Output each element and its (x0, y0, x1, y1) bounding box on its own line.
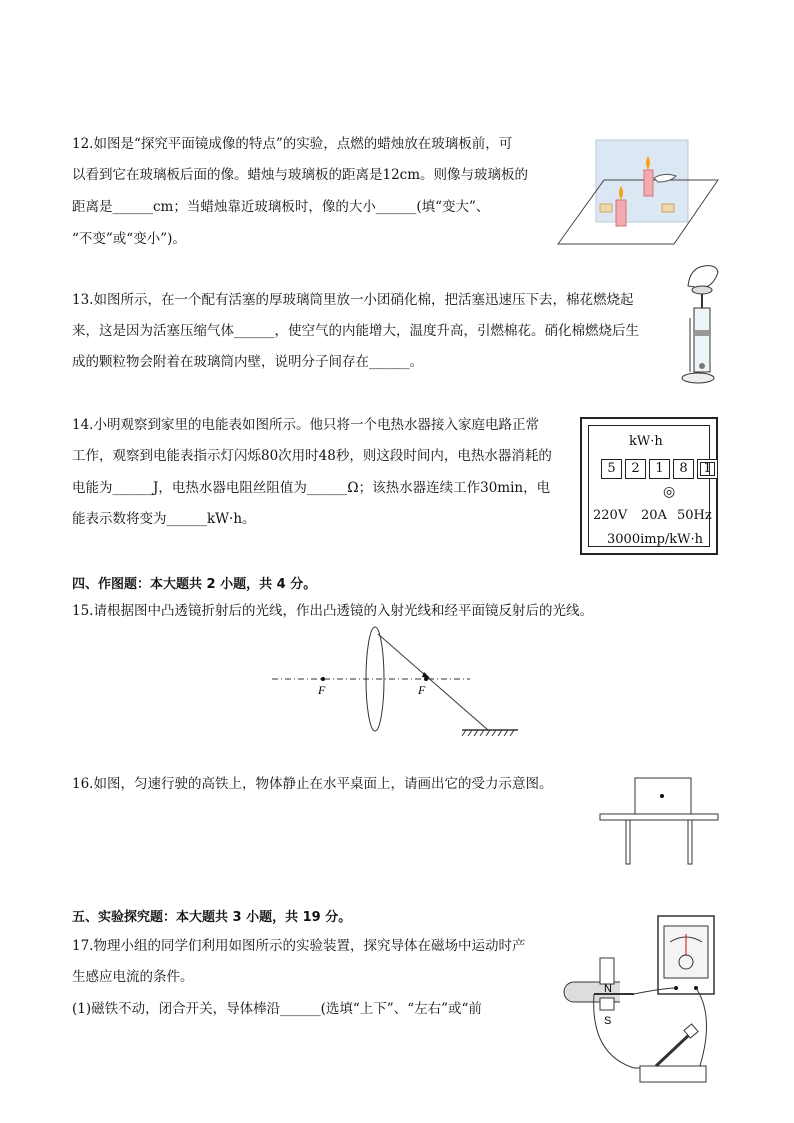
table-leg-right (688, 820, 692, 864)
candle-front (616, 200, 626, 226)
switch-base (640, 1066, 706, 1082)
wire-right (696, 988, 707, 1072)
q13-line2: 来，这是因为活塞压缩气体______，使空气的内能增大，温度升高，引燃棉花。硝化棉燃烧后生 (72, 323, 639, 339)
meter-face (588, 425, 710, 547)
piston-cylinder-figure (676, 258, 720, 388)
q12-line2: 以看到它在玻璃板后面的像。蜡烛与玻璃板的距离是12cm。则像与玻璃板的 (72, 167, 529, 183)
energy-meter (580, 417, 718, 555)
q16-text: 16.如图，匀速行驶的高铁上，物体静止在水平桌面上，请画出它的受力示意图。 (72, 776, 553, 792)
glass-cylinder (694, 308, 710, 372)
meter-digit-decimal: 1 (697, 459, 718, 479)
magnet-pole-south (600, 998, 614, 1010)
piston-head (695, 330, 709, 336)
meter-unit: kW·h (629, 434, 663, 449)
q12-line1: 12.如图是“探究平面镜成像的特点”的实验，点燃的蜡烛放在玻璃板前，可 (72, 136, 513, 152)
table-top (600, 814, 718, 820)
support-left (600, 204, 612, 212)
focus-left-dot (321, 677, 325, 681)
q13-line1: 13.如图所示，在一个配有活塞的厚玻璃筒里放一小团硝化棉，把活塞迅速压下去，棉花燃烧起 (72, 292, 634, 308)
mirror-candle-figure (556, 138, 720, 248)
section-4-title: 四、作图题：本大题共 2 小题，共 4 分。 (72, 577, 317, 592)
q14-line3: 电能为______J，电热水器电阻丝阻值为______Ω；该热水器连续工作30min，电 (72, 480, 551, 496)
q14-line4: 能表示数将变为______kW·h。 (72, 511, 256, 527)
q17-line2: 生感应电流的条件。 (72, 969, 194, 985)
induction-apparatus-figure (560, 912, 722, 1092)
meter-digits (601, 459, 721, 479)
q14-line2: 工作，观察到电能表指示灯闪烁80次用时48秒，则这段时间内，电热水器消耗的 (72, 448, 552, 464)
q12-line4: “不变”或“变小”)。 (72, 231, 186, 247)
piston-handle (692, 286, 712, 294)
q17-line3: (1)磁铁不动，闭合开关，导体棒沿______(选填“上下”、“左右”或“前 (72, 1001, 482, 1017)
support-right (662, 204, 674, 212)
q17-line1: 17.物理小组的同学们利用如图所示的实验装置，探究导体在磁场中运动时产 (72, 938, 526, 954)
switch-blade (656, 1034, 690, 1066)
section-5-title: 五、实验探究题：本大题共 3 小题，共 19 分。 (72, 910, 352, 925)
mirror-hatching (462, 730, 514, 736)
meter-frequency: 50Hz (677, 508, 712, 523)
candle-image (644, 170, 653, 196)
meter-constant: 3000imp/kW·h (607, 532, 704, 547)
refracted-ray (378, 634, 488, 730)
magnet-pole-north (600, 958, 614, 984)
meter-digit: 8 (673, 459, 694, 479)
center-of-mass-dot (660, 794, 664, 798)
q13-line3: 成的颗粒物会附着在玻璃筒内壁，说明分子间存在______。 (72, 354, 423, 370)
hand-press (688, 266, 718, 288)
convex-lens-figure (270, 624, 520, 744)
focus-left-label: F (318, 683, 326, 697)
meter-voltage: 220V (593, 508, 628, 523)
meter-digit: 5 (601, 459, 622, 479)
q12-line3: 距离是______cm；当蜡烛靠近玻璃板时，像的大小______(填“变大”、 (72, 199, 490, 215)
stand-base (682, 373, 714, 383)
magnet-n-label: N (604, 983, 612, 995)
meter-digit: 2 (625, 459, 646, 479)
cotton (699, 363, 705, 369)
table-object-figure (598, 776, 720, 866)
table-leg-left (626, 820, 630, 864)
magnet-s-label: S (604, 1015, 612, 1027)
meter-digit: 1 (649, 459, 670, 479)
focus-right-label: F (418, 683, 426, 697)
indicator-light-icon: ◎ (663, 484, 676, 500)
q15-text: 15.请根据图中凸透镜折射后的光线，作出凸透镜的入射光线和经平面镜反射后的光线。 (72, 603, 593, 619)
q14-line1: 14.小明观察到家里的电能表如图所示。他只将一个电热水器接入家庭电路正常 (72, 417, 539, 433)
meter-current: 20A (641, 508, 667, 523)
